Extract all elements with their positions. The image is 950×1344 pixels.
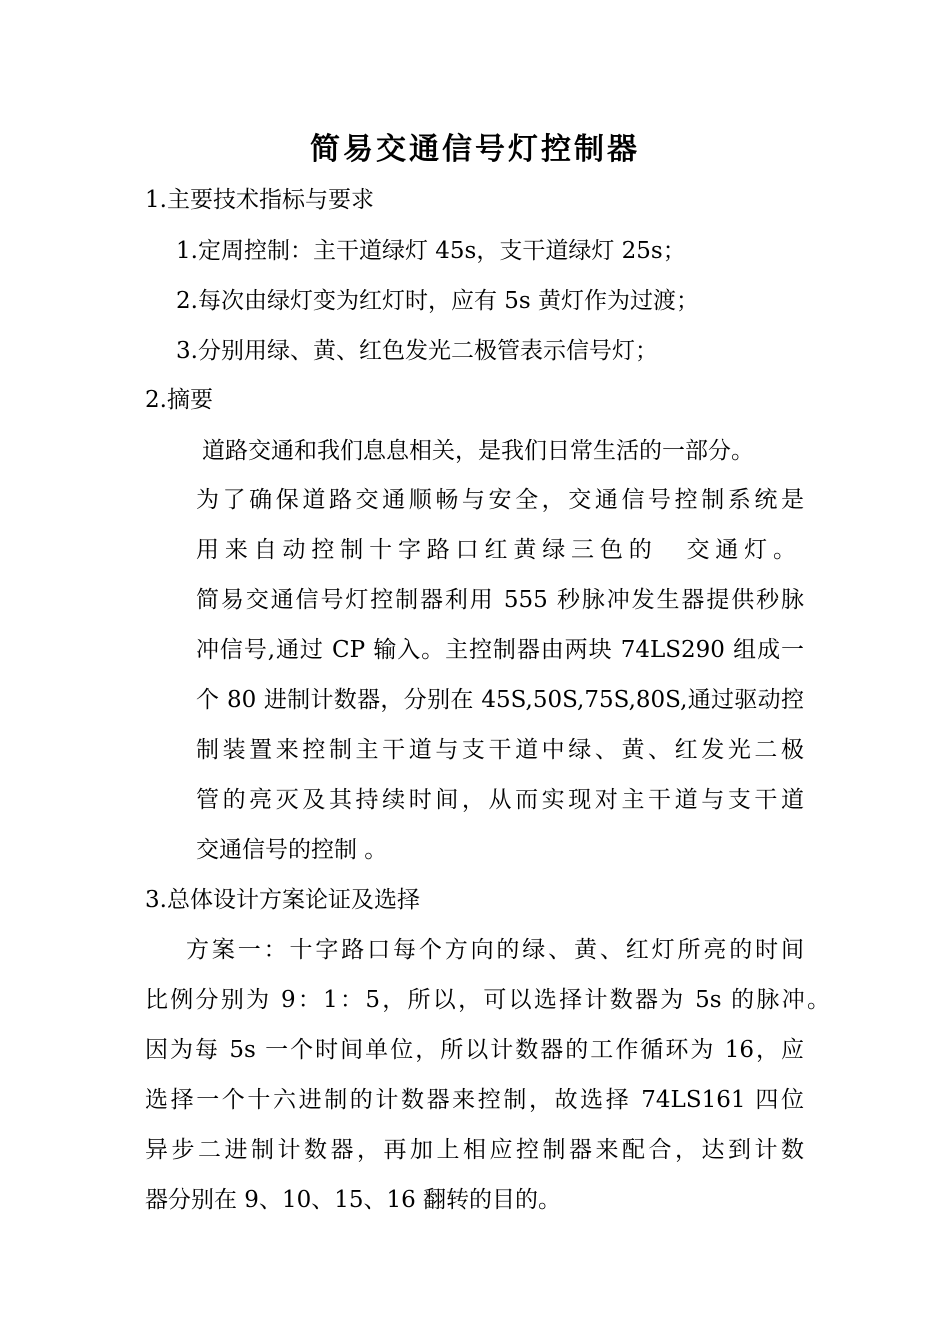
scheme-line: 器分别在 9、10、15、16 翻转的目的。 bbox=[145, 1187, 562, 1213]
scheme-line: 方案一：十字路口每个方向的绿、黄、红灯所亮的时间 bbox=[186, 937, 804, 963]
abstract-line: 道路交通和我们息息相关，是我们日常生活的一部分。 bbox=[202, 438, 754, 464]
abstract-line: 冲信号,通过 CP 输入。主控制器由两块 74LS290 组成一 bbox=[196, 637, 804, 663]
requirement-item-2: 2.每次由绿灯变为红灯时，应有 5s 黄灯作为过渡； bbox=[176, 288, 700, 314]
abstract-line: 简易交通信号灯控制器利用 555 秒脉冲发生器提供秒脉 bbox=[196, 587, 804, 613]
abstract-line: 交通信号的控制 。 bbox=[196, 837, 388, 863]
abstract-line: 制装置来控制主干道与支干道中绿、黄、红发光二极 bbox=[196, 737, 804, 763]
abstract-line: 为了确保道路交通顺畅与安全，交通信号控制系统是 bbox=[196, 487, 804, 513]
abstract-line: 个 80 进制计数器，分别在 45S,50S,75S,80S,通过驱动控 bbox=[196, 687, 804, 713]
scheme-line: 选择一个十六进制的计数器来控制，故选择 74LS161 四位 bbox=[145, 1087, 804, 1113]
requirement-item-3: 3.分别用绿、黄、红色发光二极管表示信号灯； bbox=[176, 338, 658, 364]
abstract-line: 管的亮灭及其持续时间，从而实现对主干道与支干道 bbox=[196, 787, 804, 813]
document-title: 简易交通信号灯控制器 bbox=[310, 132, 640, 167]
requirement-item-1: 1.定周控制：主干道绿灯 45s，支干道绿灯 25s； bbox=[176, 238, 686, 264]
abstract-line: 用来自动控制十字路口红黄绿三色的 交通灯。 bbox=[196, 537, 796, 563]
section-3-heading: 3.总体设计方案论证及选择 bbox=[145, 887, 420, 913]
section-1-heading: 1.主要技术指标与要求 bbox=[145, 187, 374, 213]
scheme-line: 因为每 5s 一个时间单位，所以计数器的工作循环为 16，应 bbox=[145, 1037, 804, 1063]
scheme-line: 异步二进制计数器，再加上相应控制器来配合，达到计数 bbox=[145, 1137, 804, 1163]
scheme-line: 比例分别为 9：1：5，所以，可以选择计数器为 5s 的脉冲。 bbox=[145, 987, 830, 1013]
section-2-heading: 2.摘要 bbox=[145, 387, 213, 413]
